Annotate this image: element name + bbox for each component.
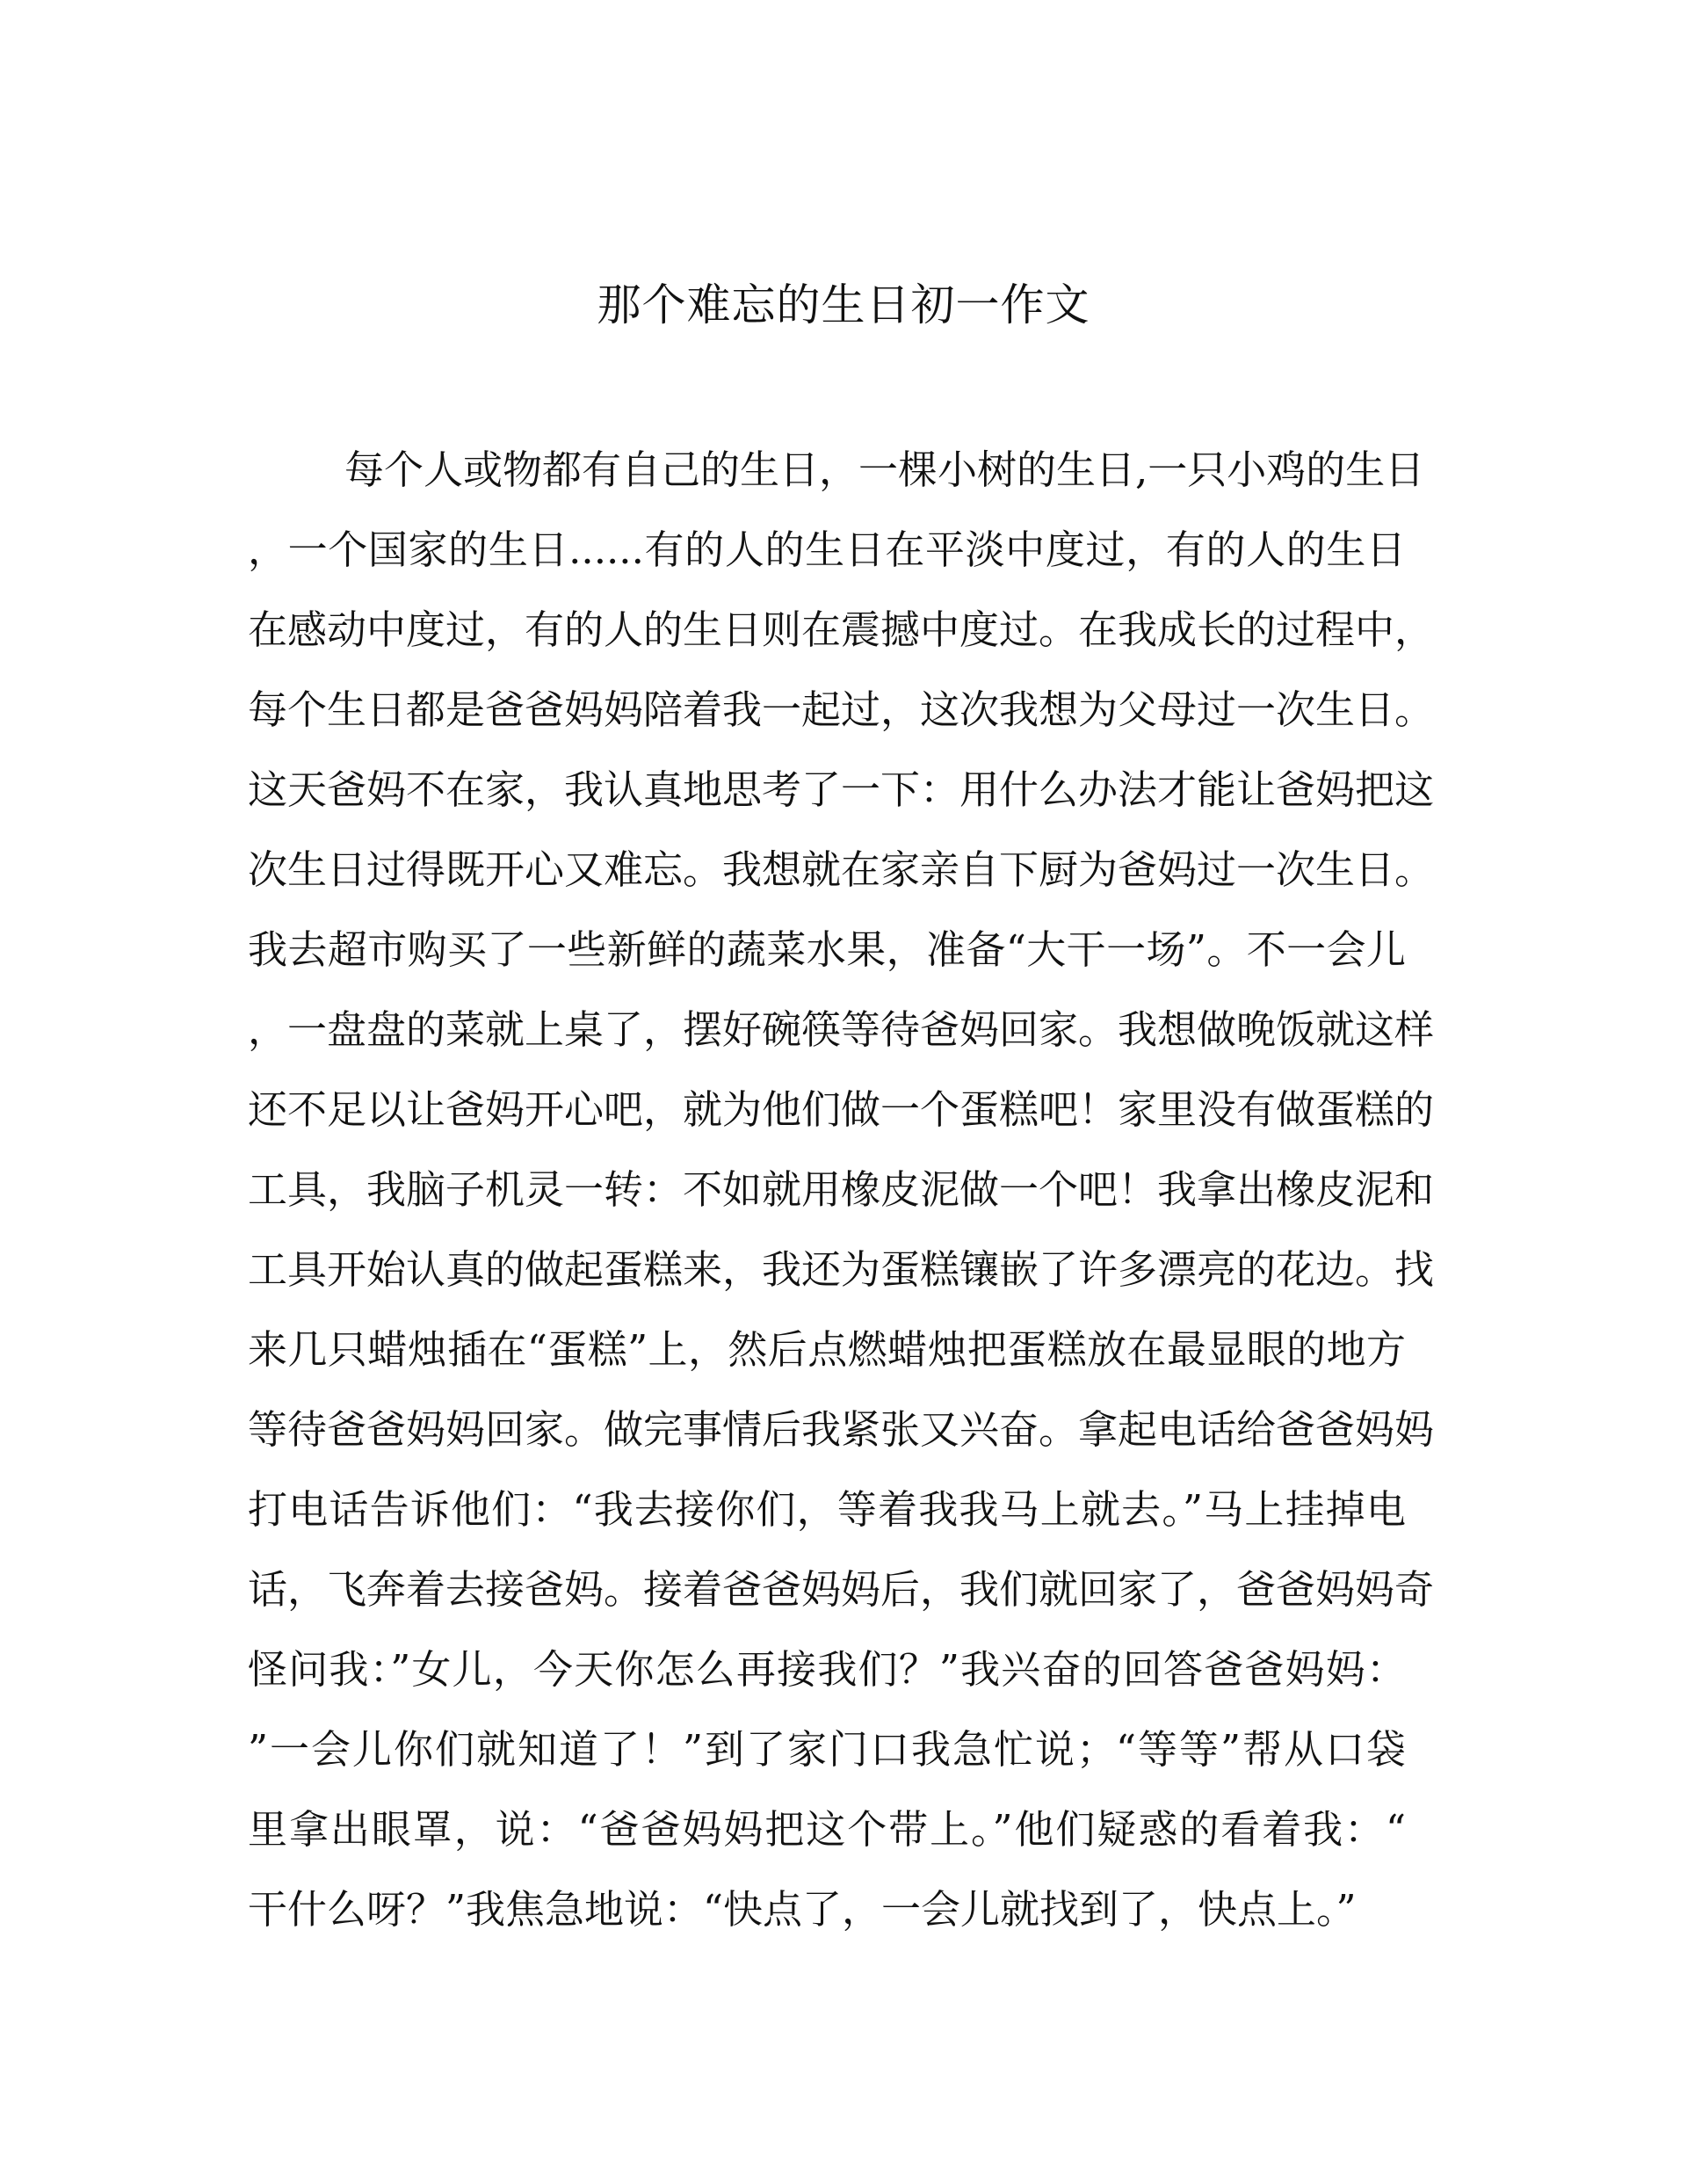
paragraph-line: 干什么呀？”我焦急地说：“快点了，一会儿就找到了，快点上。” — [248, 1886, 1357, 1933]
paragraph-line: 等待爸爸妈妈回家。做完事情后我紧张又兴奋。拿起电话给爸爸妈妈 — [248, 1406, 1435, 1453]
paragraph-line: 打电话告诉他们：“我去接你们，等着我我马上就去。”马上挂掉电 — [248, 1486, 1406, 1533]
paragraph-line: 工具开始认真的做起蛋糕来，我还为蛋糕镶嵌了许多漂亮的花边。找 — [248, 1246, 1435, 1293]
paragraph-line: 来几只蜡烛插在“蛋糕”上，然后点燃蜡烛把蛋糕放在最显眼的地方 — [248, 1326, 1406, 1373]
document-title: 那个难忘的生日初一作文 — [597, 279, 1090, 330]
paragraph-line: 里拿出眼罩，说：“爸爸妈妈把这个带上。”他们疑惑的看着我：“ — [248, 1806, 1406, 1853]
paragraph-line: ”一会儿你们就知道了！”到了家门口我急忙说；“等等”帮从口袋 — [248, 1726, 1406, 1773]
paragraph-line: 怪问我：”女儿，今天你怎么再接我们？”我兴奋的回答爸爸妈妈： — [248, 1646, 1406, 1693]
paragraph-line: 在感动中度过，有的人的生日则在震撼中度过。在我成长的过程中， — [248, 606, 1435, 653]
paragraph-line: 还不足以让爸妈开心吧，就为他们做一个蛋糕吧！家里没有做蛋糕的 — [248, 1086, 1435, 1133]
paragraph-line: 这天爸妈不在家，我认真地思考了一下：用什么办法才能让爸妈把这 — [248, 766, 1435, 813]
paragraph-line: 次生日过得既开心又难忘。我想就在家亲自下厨为爸妈过一次生日。 — [248, 846, 1435, 893]
paragraph-line: 每个人或物都有自己的生日，一棵小树的生日,一只小鸡的生日 — [344, 446, 1425, 493]
paragraph-line: 每个生日都是爸爸妈妈陪着我一起过，这次我想为父母过一次生日。 — [248, 686, 1435, 733]
paragraph-line: ，一盘盘的菜就上桌了，摆好碗筷等待爸妈回家。我想做晚饭就这样 — [248, 1006, 1435, 1053]
paragraph-line: 话，飞奔着去接爸妈。接着爸爸妈妈后，我们就回家了，爸爸妈妈奇 — [248, 1566, 1435, 1613]
paragraph-line: 我去超市购买了一些新鲜的蔬菜水果，准备“大干一场”。不一会儿 — [248, 926, 1406, 973]
paragraph-line: ，一个国家的生日......有的人的生日在平淡中度过，有的人的生日 — [248, 526, 1406, 573]
paragraph-line: 工具，我脑子机灵一转：不如就用橡皮泥做一个吧！我拿出橡皮泥和 — [248, 1166, 1435, 1213]
